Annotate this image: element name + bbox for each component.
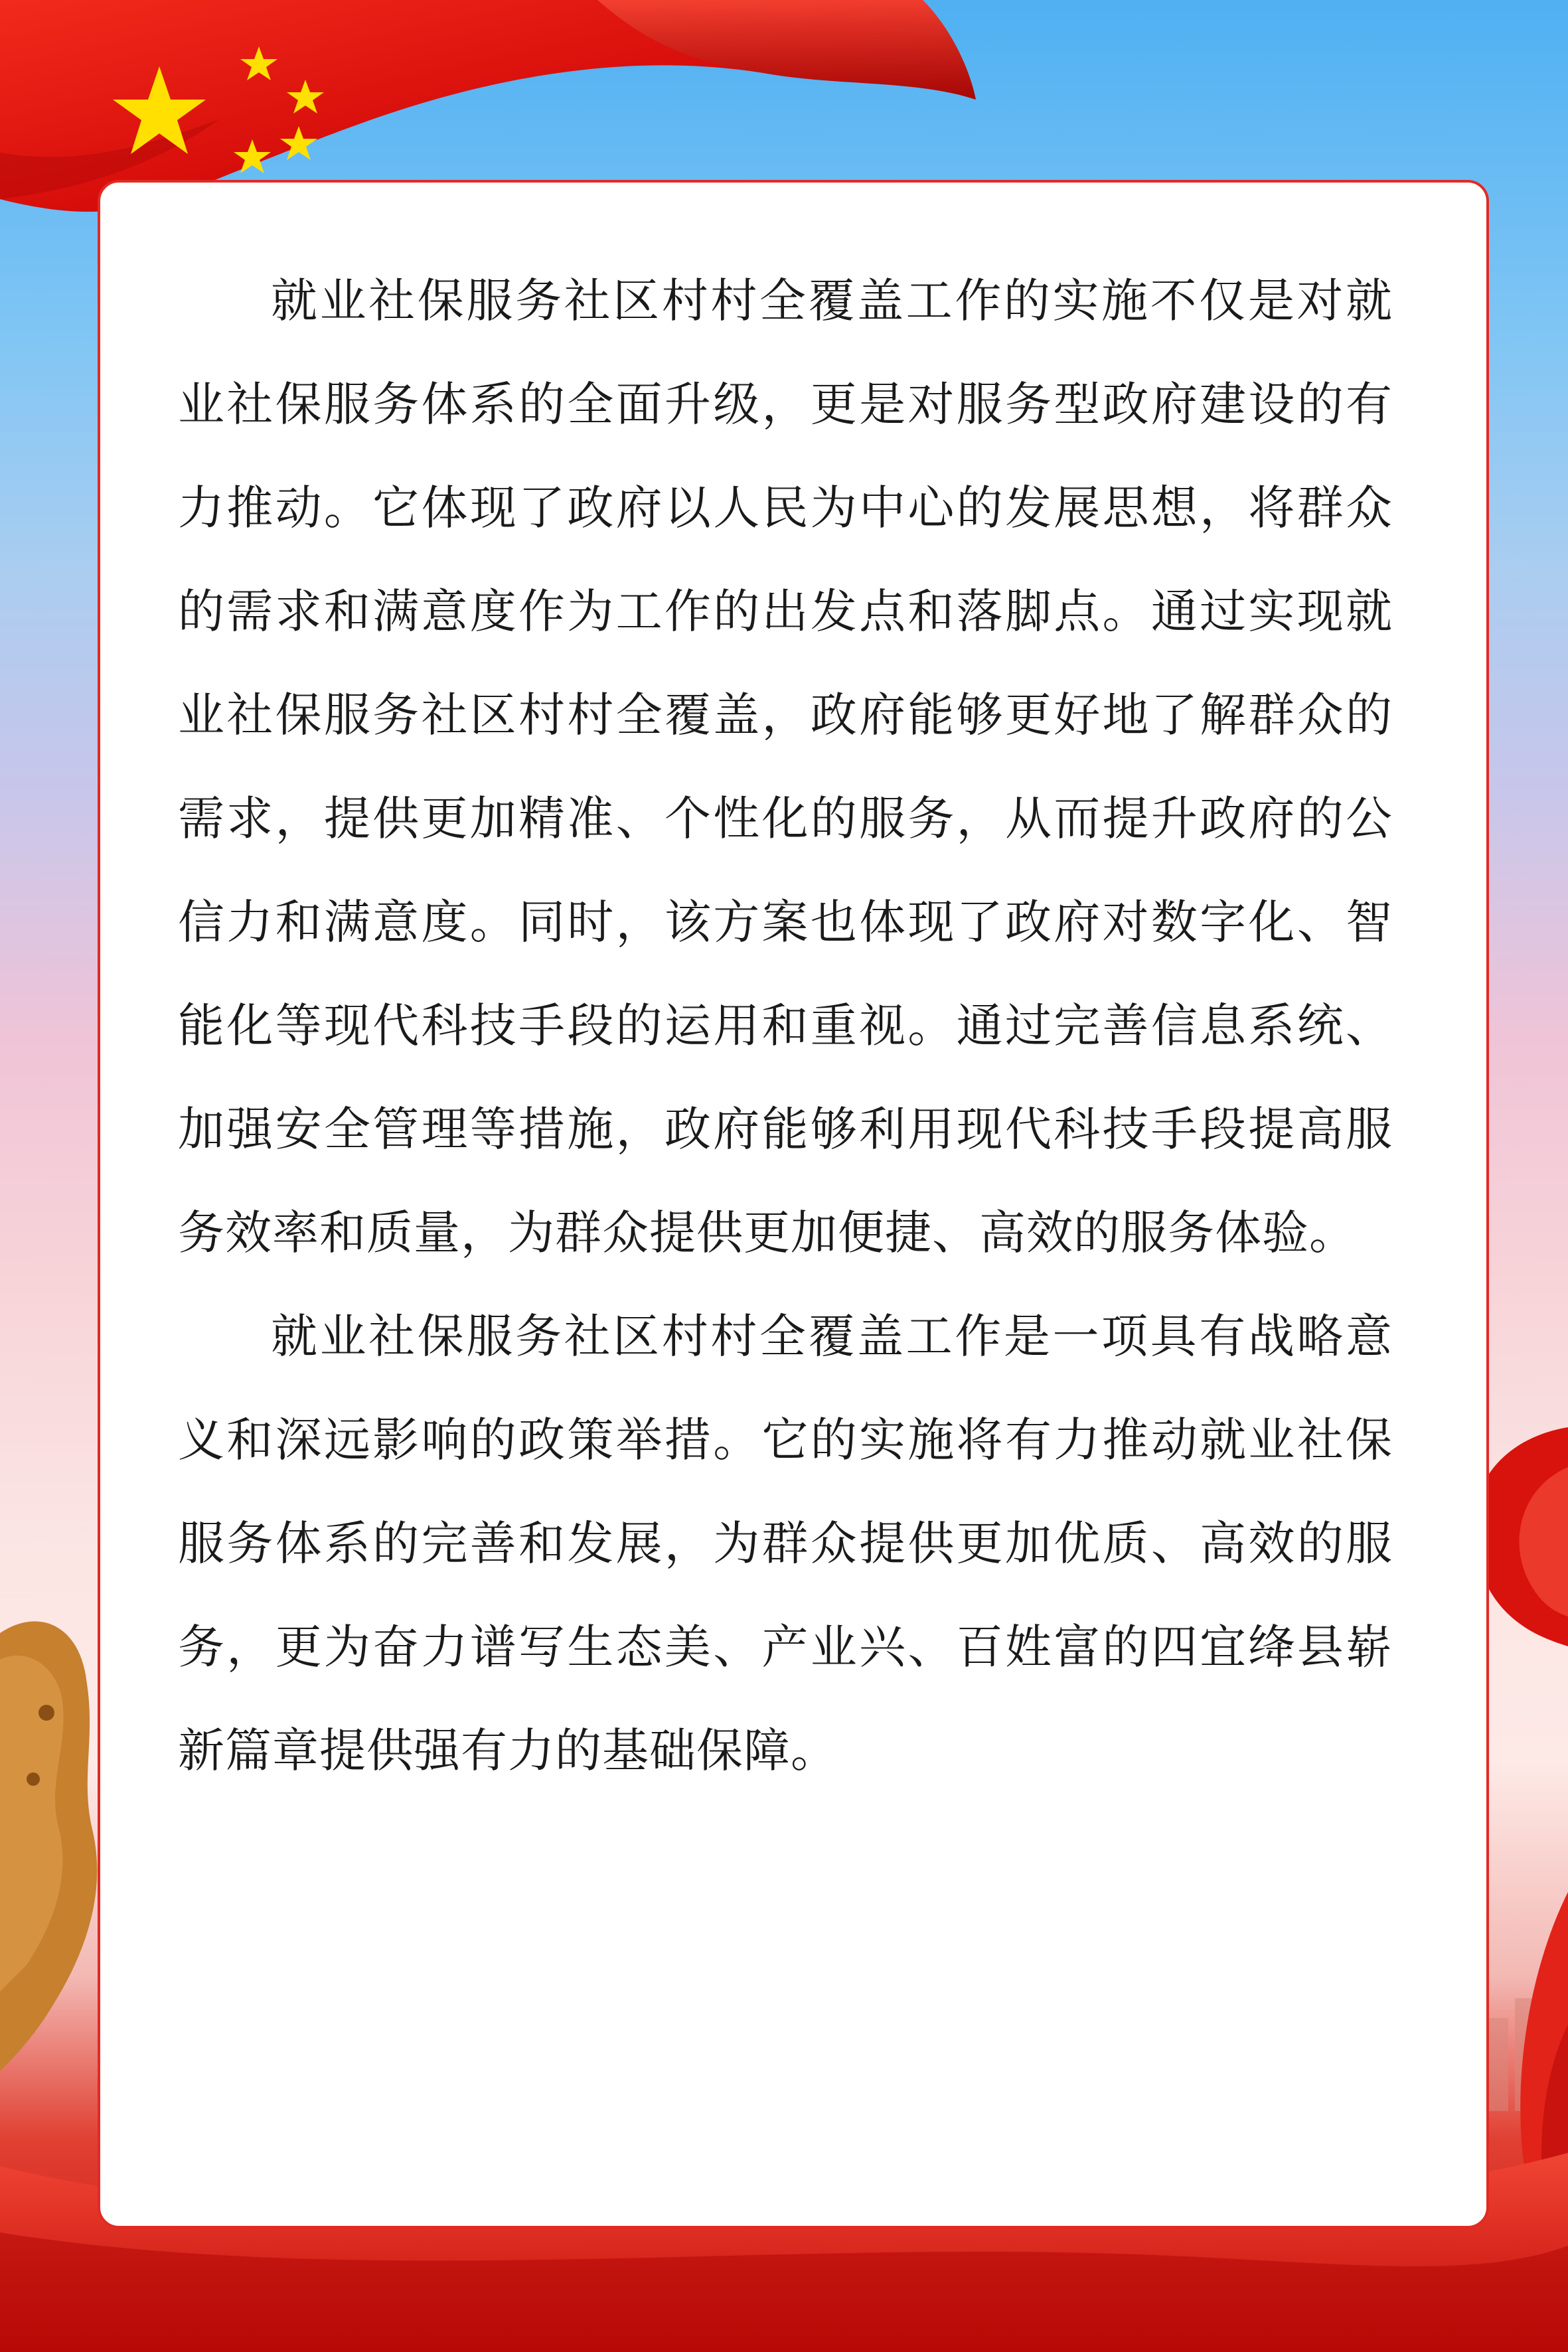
content-card [98,180,1489,2229]
article-body [178,249,1393,1802]
star-icon [100,46,339,199]
stone-lion-icon [0,1607,106,2071]
paragraph-1: 就业社保服务社区村村全覆盖工作的实施不仅是对就业社保服务体系的全面升级，更是对服务型政府建设的有力推动。它体现了政府以人民为中心的发展思想，将群众的需求和满意度作为工作的出发点和落脚点。通过实现就业社保服务社区村村全覆盖，政府能够更好地了解群众的需求，提供更加精准、个性化的服务，从而提升政府的公信力和满意度。同时，该方案也体现了政府对数字化、智能化等现代科技手段的运用和重视。通过完善信息系统、加强安全管理等措施，政府能够利用现代科技手段提高服务效率和质量，为群众提供更加便捷、高效的服务体验。 [178,274,1393,1260]
paragraph-2: 就业社保服务社区村村全覆盖工作是一项具有战略意义和深远影响的政策举措。它的实施将有力推动就业社保服务体系的完善和发展，为群众提供更加优质、高效的服务，更为奋力谱写生态美、产业兴、百姓富的四宜绛县崭新篇章提供强有力的基础保障。 [178,1309,1393,1778]
